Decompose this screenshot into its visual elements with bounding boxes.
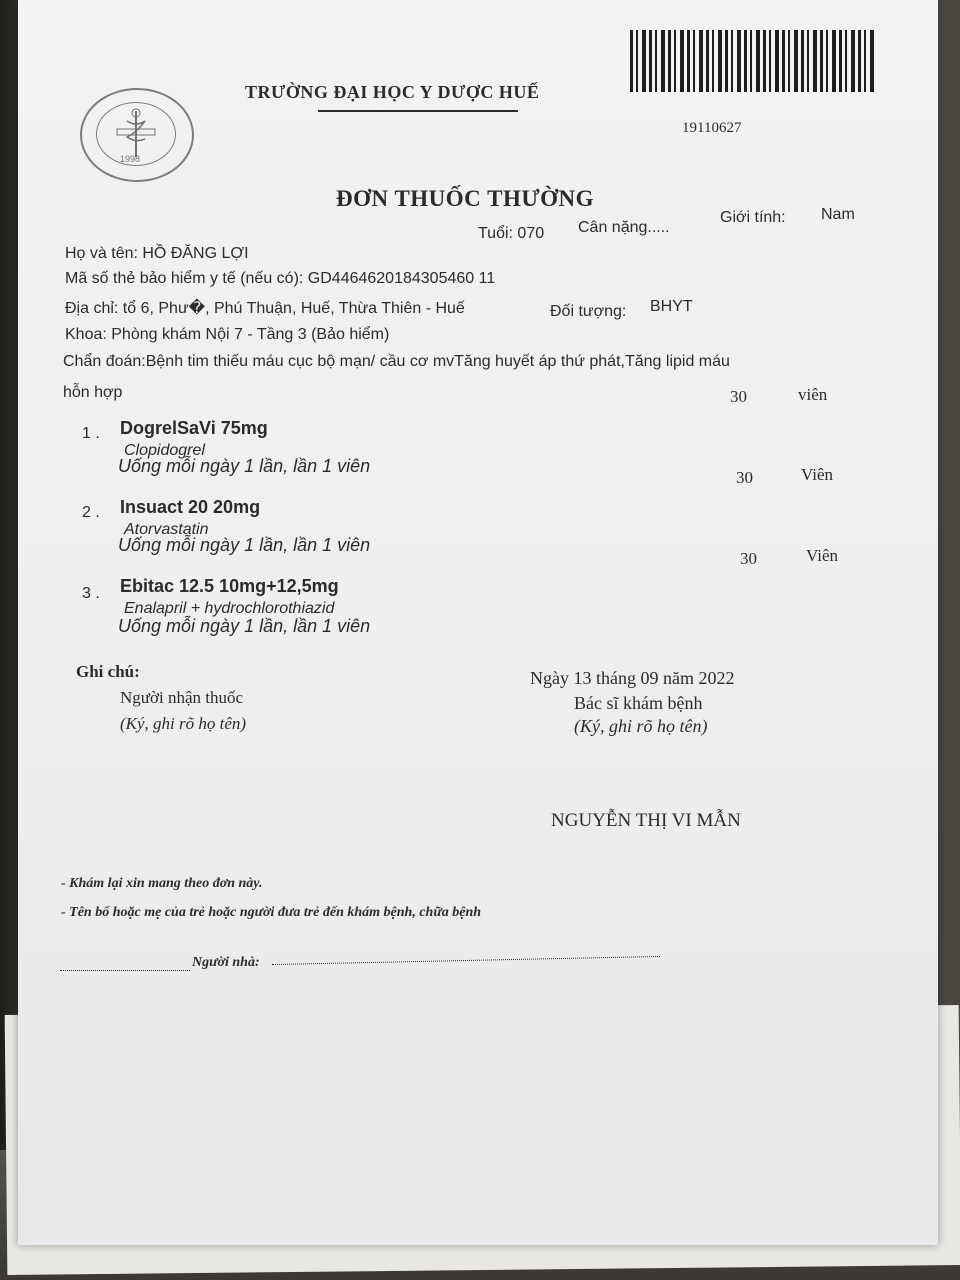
barcode [630, 30, 875, 92]
medication-generic: Clopidogrel [124, 442, 205, 459]
medication-unit: Viên [806, 546, 839, 565]
medication-quantity: 30 [736, 468, 753, 487]
medication-quantity: 30 [730, 387, 747, 406]
prescription-code: 19110627 [682, 120, 742, 136]
medication-generic: Atorvastatin [124, 521, 209, 538]
patient-insurance: Mã số thẻ bảo hiểm y tế (nếu có): GD4464620184305460 11 [65, 270, 496, 287]
page-title: ĐƠN THUỐC THƯỜNG [336, 186, 595, 211]
patient-target: BHYT [650, 298, 693, 315]
doctor-sign-hint: (Ký, ghi rõ họ tên) [574, 716, 708, 736]
medication-number: 2 . [82, 504, 100, 521]
patient-diagnosis: Chẩn đoán:Bệnh tim thiếu máu cục bộ mạn/ cầu cơ mvTăng huyết áp thứ phát,Tăng lipid máu [63, 353, 730, 370]
medication-quantity: 30 [740, 549, 757, 568]
patient-name: Họ và tên: HỒ ĐĂNG LỢI [65, 245, 249, 262]
patient-gender: Nam [821, 206, 855, 223]
guardian-dotted-line [60, 970, 190, 971]
patient-target-label: Đối tượng: [550, 303, 627, 320]
doctor-label: Bác sĩ khám bệnh [574, 693, 703, 713]
doctor-name: NGUYỄN THỊ VI MẪN [551, 810, 741, 831]
medication-unit: Viên [801, 465, 834, 484]
hospital-seal-icon [80, 88, 194, 182]
medication-usage: Uống mỗi ngày 1 lần, lần 1 viên [118, 616, 371, 636]
note-label: Ghi chú: [76, 662, 140, 681]
medication-name: Ebitac 12.5 10mg+12,5mg [120, 576, 339, 596]
medication-usage: Uống mỗi ngày 1 lần, lần 1 viên [118, 535, 371, 555]
patient-weight: Cân nặng..... [578, 219, 670, 236]
patient-address: Địa chỉ: tổ 6, Phư�, Phú Thuận, Huế, Thừa Thiên - Huế [65, 300, 465, 317]
medication-number: 1 . [82, 425, 100, 442]
relative-label: Người nhà: [192, 955, 260, 970]
patient-age: Tuổi: 070 [478, 225, 545, 242]
medication-number: 3 . [82, 585, 100, 602]
medication-unit: viên [798, 385, 828, 404]
medication-name: DogrelSaVi 75mg [120, 418, 268, 438]
school-underline [318, 110, 518, 112]
instruction-revisit: - Khám lại xin mang theo đơn này. [61, 876, 263, 891]
medication-generic: Enalapril + hydrochlorothiazid [124, 600, 335, 617]
prescription-sheet [18, 0, 938, 1245]
receiver-sign-hint: (Ký, ghi rõ họ tên) [120, 714, 247, 733]
patient-gender-label: Giới tính: [720, 209, 786, 226]
medication-name: Insuact 20 20mg [120, 497, 261, 517]
medication-usage: Uống mỗi ngày 1 lần, lần 1 viên [118, 456, 371, 476]
patient-department: Khoa: Phòng khám Nội 7 - Tầng 3 (Bảo hiểm) [65, 326, 390, 343]
relative-dotted-line [272, 956, 660, 965]
school-name: TRƯỜNG ĐẠI HỌC Y DƯỢC HUẾ [245, 82, 540, 102]
seal-year: 1998 [120, 154, 141, 164]
receiver-label: Người nhận thuốc [120, 688, 244, 707]
instruction-guardian: - Tên bố hoặc mẹ của trẻ hoặc người đưa trẻ đến khám bệnh, chữa bệnh [61, 905, 482, 920]
patient-diagnosis-continued: hỗn hợp [63, 384, 123, 401]
prescription-date: Ngày 13 tháng 09 năm 2022 [530, 668, 735, 688]
